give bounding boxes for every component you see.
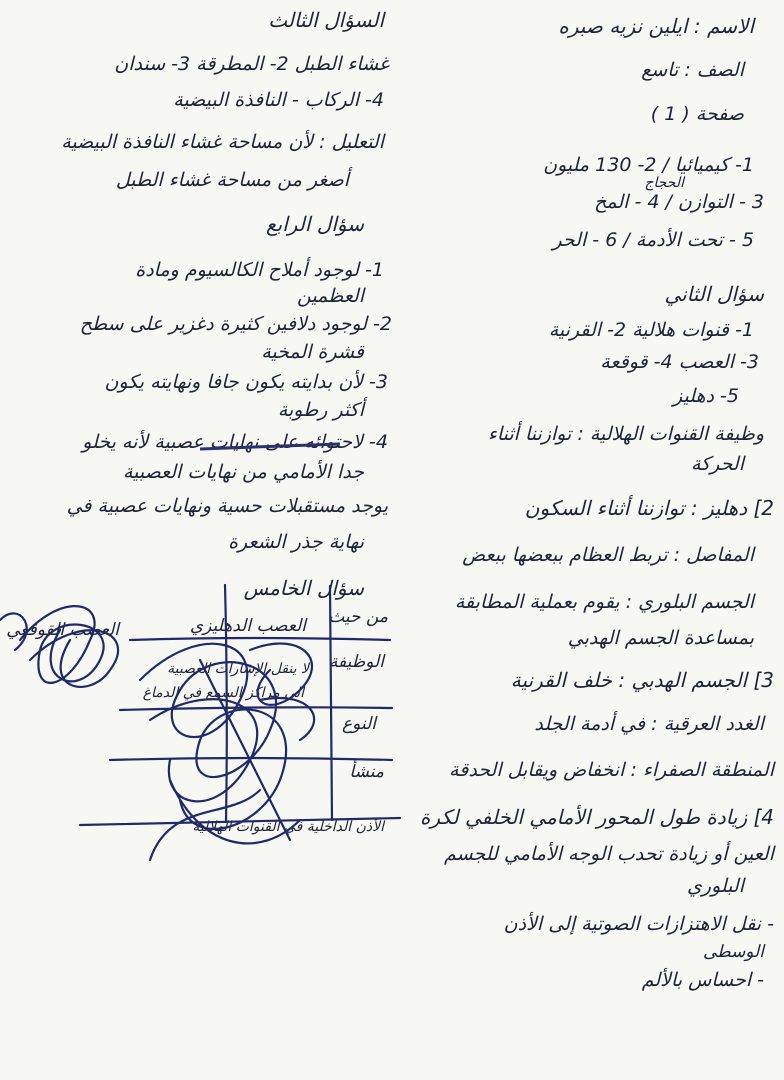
answers-3-4: 3 - التوازن / 4 - المخ — [594, 191, 764, 213]
q2-line-16: - نقل الاهتزازات الصوتية إلى الأذن — [503, 913, 774, 935]
q4-line-4: قشرة المخية — [261, 341, 364, 363]
q2-line-17: الوسطى — [702, 942, 764, 962]
q4-line-6: أكثر رطوبة — [277, 399, 364, 421]
q2-line-6: 2] دهليز : توازننا أثناء السكون — [524, 496, 774, 520]
question-4-title: سؤال الرابع — [266, 212, 364, 236]
q4-line-10: نهاية جذر الشعرة — [228, 531, 364, 553]
q4-line-9: يوجد مستقبلات حسية ونهايات عصبية في — [66, 495, 388, 517]
q2-line-18: - احساس بالألم — [641, 969, 764, 991]
q4-line-8: جدا الأمامي من نهايات العصبية — [122, 461, 364, 483]
class-line: الصف : تاسع — [641, 59, 744, 81]
q5-header-cochlear: العصب القوقعي — [6, 620, 119, 640]
q2-line-11: الغدد العرقية : في أدمة الجلد — [534, 713, 764, 735]
answers-5-6: 5 - تحت الأدمة / 6 - الحر — [552, 229, 754, 251]
q2-line-3: 5- دهليز — [673, 385, 739, 407]
q3-line-3: التعليل : لأن مساحة غشاء النافذة البيضية — [61, 131, 384, 153]
q2-line-9: بمساعدة الجسم الهدبي — [567, 627, 754, 649]
student-name-line: الاسم : ايلين نزيه صبره — [558, 14, 754, 38]
q2-line-1: 1- قنوات هلالية 2- القرنية — [548, 319, 754, 341]
q3-line-2: 4- الركاب - النافذة البيضية — [173, 89, 384, 111]
q2-line-4: وظيفة القنوات الهلالية : توازننا أثناء — [487, 423, 764, 445]
q4-line-7: 4- لاحتوائه على نهايات عصبية لأنه يخلو — [82, 431, 388, 453]
q5-row-function: الوظيفة — [328, 652, 384, 672]
q2-line-2: 3- العصب 4- قوقعة — [600, 351, 759, 373]
q2-line-8: الجسم البلوري : يقوم بعملية المطابقة — [454, 591, 754, 613]
q5-row-origin: منشأ — [349, 762, 384, 782]
q3-line-1: غشاء الطبل 2- المطرقة 3- سندان — [114, 53, 389, 75]
q5-row-type: النوع — [342, 714, 376, 734]
q5-header-from: من حيث — [328, 607, 388, 627]
answers-1-2: 1- كيميائيا / 2- 130 مليون — [543, 154, 754, 176]
q2-line-10: 3] الجسم الهدبي : خلف القرنية — [510, 668, 774, 692]
q4-line-2: العظمين — [296, 285, 364, 307]
q2-line-7: المفاصل : تربط العظام ببعضها ببعض — [462, 544, 754, 566]
q2-line-15: البلوري — [687, 875, 744, 897]
q4-line-5: 3- لأن بدايته يكون جافا ونهايته يكون — [104, 371, 388, 393]
question-2-title: سؤال الثاني — [664, 282, 764, 306]
q4-line-1: 1- لوجود أملاح الكالسيوم ومادة — [135, 259, 384, 281]
q5-row-origin-a: الأذن الداخلية في القنوات الهلالية — [192, 819, 384, 835]
overwritten-word: الحجاج — [644, 175, 684, 191]
q2-line-5: الحركة — [690, 453, 744, 475]
q5-row-function-b: الى مراكز السمع في الدماغ — [142, 685, 304, 701]
q3-line-4: أصغر من مساحة غشاء الطبل — [115, 169, 349, 191]
q2-line-13: 4] زيادة طول المحور الأمامي الخلفي لكرة — [419, 805, 774, 829]
q2-line-12: المنطقة الصفراء : انخفاض ويقابل الحدقة — [449, 759, 774, 781]
question-5-title: سؤال الخامس — [243, 576, 364, 600]
q2-line-14: العين أو زيادة تحدب الوجه الأمامي للجسم — [443, 843, 774, 865]
q5-header-vestibular: العصب الدهليزي — [189, 616, 306, 636]
q4-line-3: 2- لوجود دلافين كثيرة دغزير على سطح — [79, 313, 392, 335]
question-3-title: السؤال الثالث — [268, 8, 384, 32]
page-label: صفحة ( 1 ) — [650, 103, 744, 125]
q5-row-function-a: لا ينقل الإشارات العصبية — [167, 661, 309, 677]
